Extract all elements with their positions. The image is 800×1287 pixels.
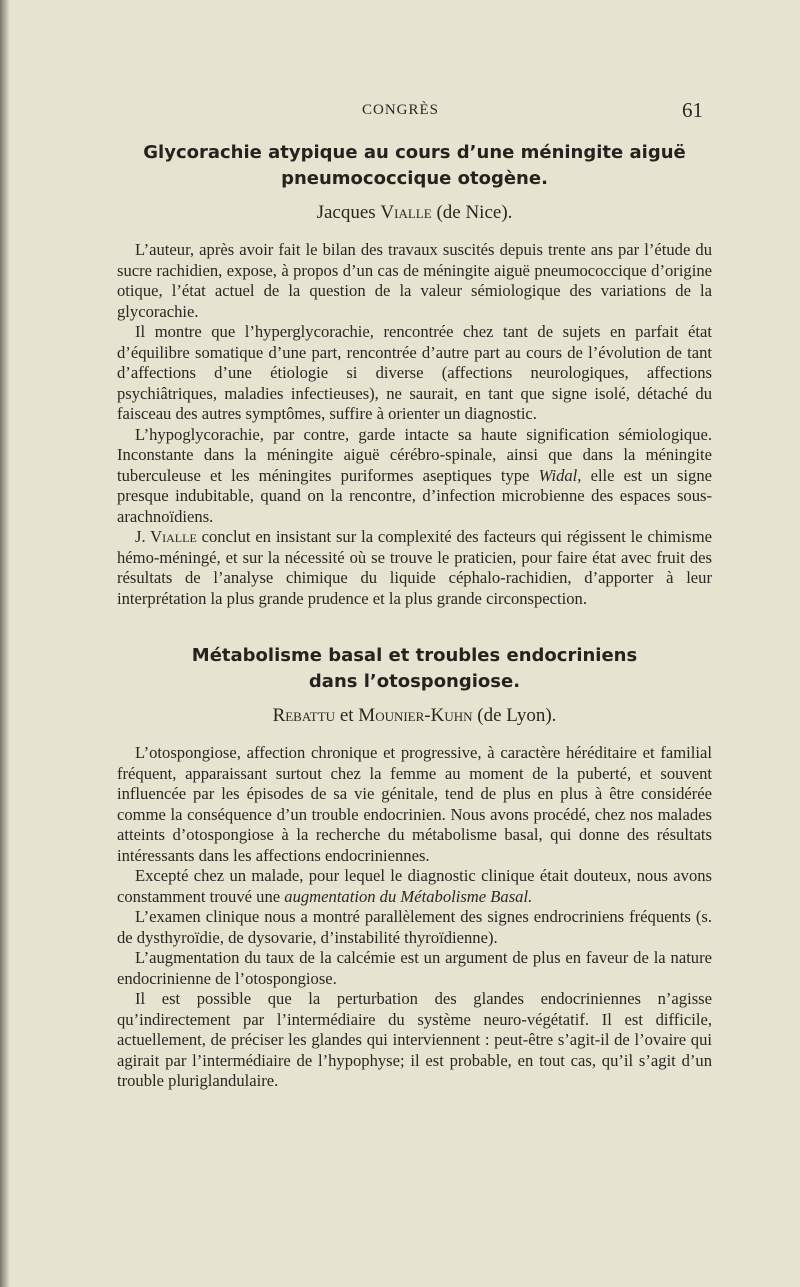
paragraph-text: , elle est un signe presque indubitable, quand on la rencontre, d’infection microbienne des espaces sous-arachnoïdiens.: [117, 465, 713, 526]
paragraph: L’augmentation du taux de la calcémie est un argument de plus en faveur de la nature endocrinienne de l’otospongiose.: [117, 948, 712, 988]
binding-shadow: [0, 0, 10, 1287]
author-surname: Vialle: [380, 202, 432, 223]
running-head: [0, 98, 800, 124]
paragraph-text: Excepté chez un malade, pour lequel le diagnostic clinique était douteux, nous avons constamment trouvé une: [117, 866, 712, 906]
paragraph: L’auteur, après avoir fait le bilan des travaux suscités depuis trente ans par l’étude du sucre rachidien, expose, à propos d’un cas de méningite aiguë pneumococcique d’origine otique, l’état actuel de la question de la valeur sémiologique des variations de la glycorachie.: [117, 240, 712, 321]
article-otospongiose: [117, 643, 712, 1092]
article-author: [117, 703, 712, 729]
italic-name: Widal: [538, 465, 578, 485]
article-title-line-1: Métabolisme basal et troubles endocriniens: [191, 645, 638, 666]
author-surname: Rebattu: [272, 705, 336, 726]
author-first-name: Jacques: [316, 202, 376, 223]
page-number: 61: [682, 98, 703, 122]
author-affiliation: (de Nice).: [436, 202, 513, 223]
paragraph: Il est possible que la perturbation des glandes endocriniennes n’agisse qu’indirectement par l’intermédiaire du système neuro-végétatif. Il est difficile, actuellement, de préciser les glandes qui interviennent : peut-être s’agit-il de l’ovaire qui agirait par l’intermédiaire de l’hypophyse; il est probable, en tout cas, qu’il s’agit d’un trouble pluriglandulaire.: [117, 989, 712, 1090]
article-author: [117, 200, 712, 226]
article-title-line-1: Glycorachie atypique au cours d’une méningite aiguë: [143, 142, 686, 163]
paragraph: Il montre que l’hyperglycorachie, rencontrée chez tant de sujets en parfait état d’équilibre somatique d’une part, rencontrée d’autre part au cours de l’évolution de tant d’affections d’une étiologie si diverse (affections neurologiques, affections psychiâtriques, maladies infectieuses), ne saurait, en tant que signe isolé, détaché du faisceau des autres symptômes, suffire à orienter un diagnostic.: [117, 322, 712, 423]
paragraph: [117, 425, 712, 528]
paragraph: [117, 866, 712, 907]
article-title: [117, 140, 712, 192]
paragraph-text: L’hypoglycorachie, par contre, garde intacte sa haute signification sémiologique. Inconstante dans la méningite aiguë cérébro-spinale, ainsi que dans la méningite tuberculeuse et les méningites puriformes aseptiques type: [117, 424, 712, 485]
article-title: [117, 643, 712, 695]
article-glycorachie: [117, 140, 712, 609]
running-title: CONGRÈS: [362, 102, 440, 118]
paragraph: [117, 527, 712, 609]
section-gap: [117, 609, 712, 643]
paragraph: L’examen clinique nous a montré parallèlement des signes endrocriniens fréquents (s. de dysthyroïdie, de dysovarie, d’instabilité thyroïdienne).: [117, 907, 712, 947]
author-reference: J. Vialle: [135, 527, 197, 546]
article-title-line-2: dans l’otospongiose.: [308, 671, 521, 692]
article-title-line-2: pneumococcique otogène.: [281, 168, 548, 189]
paragraph: L’otospongiose, affection chronique et progressive, à caractère héréditaire et familial fréquent, apparaissant surtout chez la femme au moment de la puberté, et souvent influencée par les épisodes de sa vie génitale, tend de plus en plus à être considérée comme la conséquence d’un trouble endocrinien. Nous avons procédé, chez nos malades atteints d’otospongiose à la recherche du métabolisme basal, qui donne des résultats intéressants dans les affections endocriniennes.: [117, 743, 712, 865]
author-affiliation: (de Lyon).: [472, 705, 557, 726]
italic-phrase: augmentation du Métabolisme Basal.: [284, 886, 533, 906]
paragraph-text: conclut en insistant sur la complexité des facteurs qui régissent le chimisme hémo-méningé, et sur la nécessité où se trouve le praticien, pour faire état avec fruit des résultats de l’analyse chimique du liquide céphalo-rachidien, d’apporter à leur interprétation la plus grande prudence et la plus grande circonspection.: [117, 527, 712, 608]
author-surname: Mounier-Kuhn: [358, 705, 473, 726]
text-column: [117, 140, 712, 1092]
author-conjunction: et: [335, 705, 359, 726]
